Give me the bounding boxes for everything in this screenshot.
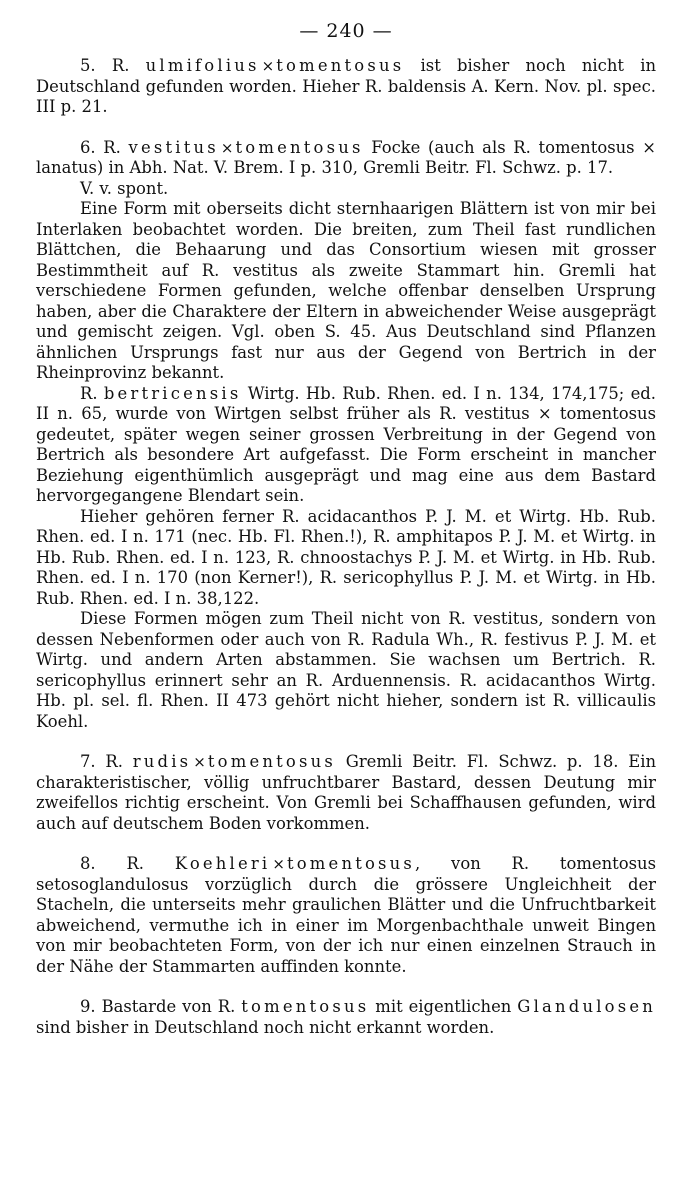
paragraph-6-hieher: Hieher gehören ferner R. acidacanthos P. J. M. et Wirtg. Hb. Rub. Rhen. ed. I n. 171 (nec. Hb. Fl. Rhen.!), R. amphitapos P. J. M. et Wirtg. in Hb. Rub. Rhen. ed. I n. 123, R. chnoostachys P. J. M. et Wirtg. in Hb. Rub. Rhen. ed. I n. 170 (non Kerner!), R. sericophyllus P. J. M. et Wirtg. in Hb. Rub. Rhen. ed. I n. 38,122. xyxy=(36,506,656,608)
species-name: tomentosus xyxy=(235,137,364,157)
para-lead: 8. R. xyxy=(80,854,175,873)
paragraph-8 xyxy=(36,854,656,977)
paragraph-6-bertricensis xyxy=(36,384,656,507)
para-lead: R. xyxy=(80,383,104,403)
species-name: Koehleri xyxy=(174,854,271,873)
para-text: , von R. tomentosus setosoglandulosus vorzüglich durch die grössere Ungleichheit der Stacheln, die unterseits mehr graulichen Blätter und die Unfruchtbarkeit abweichend, vermuthe ich in einer im Morgenbachthale unweit Bingen von mir beobachteten Form, von der ich nur einen einzelnen Strauch in der Nähe der Stammarten auffinden konnte. xyxy=(36,854,656,976)
para-text: ist bisher noch nicht in Deutschland gefunden worden. Hieher R. baldensis A. Kern. Nov. pl. spec. III p. 21. xyxy=(36,56,656,116)
species-name: ulmifolius xyxy=(145,56,260,75)
para-lead: 7. R. xyxy=(80,752,133,771)
hybrid-sign: × xyxy=(261,57,275,75)
species-name: vestitus xyxy=(128,137,219,157)
para-text: Focke (auch als R. tomentosus × lanatus) in Abh. Nat. V. Brem. I p. 310, Gremli Beitr. Fl. Schwz. p. 17. xyxy=(36,137,656,177)
species-name: bertricensis xyxy=(103,383,242,403)
para-lead: 9. Bastarde von R. xyxy=(80,997,242,1016)
species-name: tomentosus xyxy=(207,752,336,771)
para-text: Gremli Beitr. Fl. Schwz. p. 18. Ein charakteristischer, völlig unfruchtbarer Bastard, dessen Deutung mir zweifellos richtig erscheint. Von Gremli bei Schaffhausen gefunden, wird auch auf deutschem Boden vorkommen. xyxy=(36,752,656,833)
species-name: tomentosus xyxy=(276,56,405,75)
paragraph-9 xyxy=(36,997,656,1038)
paragraph-6-diese: Diese Formen mögen zum Theil nicht von R. vestitus, sondern von dessen Nebenformen oder auch von R. Radula Wh., R. festivus P. J. M. et Wirtg. und andern Arten abstammen. Sie wachsen um Bertrich. R. sericophyllus erinnert sehr an R. Arduennensis. R. acidacanthos Wirtg. Hb. pl. sel. fl. Rhen. II 473 gehört nicht hieher, sondern ist R. villicaulis Koehl. xyxy=(36,609,656,731)
hybrid-sign: × xyxy=(220,138,234,157)
hybrid-sign: × xyxy=(272,855,285,873)
species-name: rudis xyxy=(132,752,192,771)
species-name: tomentosus xyxy=(286,854,416,873)
paragraph-6 xyxy=(36,138,656,179)
species-name: tomentosus xyxy=(241,997,370,1016)
para-lead: 6. R. xyxy=(80,137,129,157)
para-text: sind bisher in Deutschland noch nicht erkannt worden. xyxy=(36,1017,495,1037)
paragraph-6-body: Eine Form mit oberseits dicht sternhaarigen Blättern ist von mir bei Interlaken beobachtet worden. Die breiten, zum Theil fast rundlichen Blättchen, die Behaarung und das Consortium wiesen mit grosser Bestimmtheit auf R. vestitus als zweite Stammart hin. Gremli hat verschiedene Formen gefunden, welche offenbar denselben Ursprung haben, aber die Charaktere der Eltern in abweichender Weise ausgeprägt und gemischt zeigen. Vgl. oben S. 45. Aus Deutschland sind Pflanzen ähnlichen Ursprungs fast nur aus der Gegend von Bertrich in der Rheinprovinz bekannt. xyxy=(36,199,656,382)
hybrid-sign: × xyxy=(193,753,206,771)
para-text: mit eigentlichen xyxy=(369,997,518,1016)
paragraph-6-note: V. v. spont. xyxy=(80,178,169,198)
paragraph-7 xyxy=(36,752,656,834)
paragraph-5 xyxy=(36,56,656,118)
page-number: — 240 — xyxy=(299,20,393,42)
para-text: Wirtg. Hb. Rub. Rhen. ed. I n. 134, 174,175; ed. II n. 65, wurde von Wirtgen selbst früher als R. vestitus × tomentosus gedeutet, später wegen seiner grossen Verbreitung in der Gegend von Bertrich als besondere Art aufgefasst. Die Form erscheint in mancher Beziehung eigenthümlich ausgeprägt und mag eine aus dem Bastard hervorgegangene Blendart sein. xyxy=(36,383,657,505)
species-name: Glandulosen xyxy=(517,997,656,1016)
para-lead: 5. R. xyxy=(80,56,146,75)
